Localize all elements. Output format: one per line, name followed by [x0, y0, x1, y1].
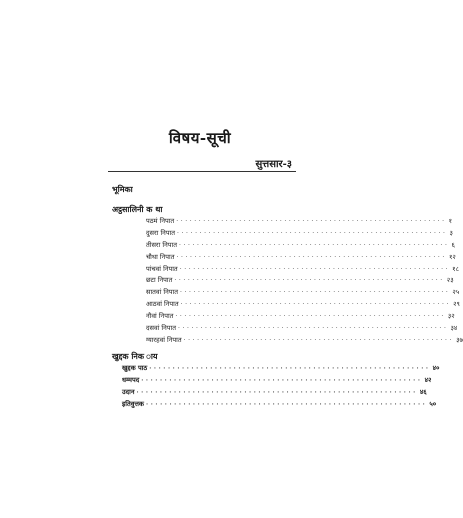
- toc-entry-title: दुसरा निपात: [146, 228, 176, 237]
- toc-entry: [146, 275, 454, 287]
- title-divider: [108, 171, 296, 172]
- toc-leader-dots: ····························································: [174, 277, 445, 285]
- toc-entry-title: पांचवां निपात: [146, 264, 178, 273]
- toc-entry: [146, 287, 460, 299]
- toc-entry: [146, 216, 453, 228]
- toc-entry: [122, 399, 437, 411]
- toc-leader-dots: ····························································: [175, 313, 446, 321]
- section-heading-bhumika: भूमिका: [112, 184, 133, 194]
- toc-leader-dots: ····························································: [180, 301, 452, 309]
- toc-entry-page: ४०: [432, 364, 440, 372]
- toc-leader-dots: ····························································: [146, 400, 428, 408]
- toc-entry-page: १८: [452, 264, 459, 273]
- toc-entry: [122, 363, 440, 375]
- toc-entry-title: इतिवुत्तक: [122, 399, 144, 408]
- toc-entry-page: ६: [451, 240, 455, 249]
- toc-entry-page: १२: [448, 252, 456, 261]
- toc-entry-page: ४२: [424, 375, 432, 384]
- toc-entry: [146, 240, 455, 252]
- toc-leader-dots: ····························································: [176, 253, 447, 261]
- toc-entry-page: ५०: [429, 399, 437, 408]
- toc-entry-page: १: [448, 217, 453, 225]
- toc-entry-title: धम्मपद: [122, 375, 140, 384]
- toc-entry-title: आठवां निपात: [146, 300, 179, 309]
- toc-entry-page: ४६: [419, 387, 427, 396]
- toc-leader-dots: ····························································: [179, 289, 451, 297]
- toc-leader-dots: ····························································: [179, 265, 451, 273]
- toc-entry: [146, 264, 459, 276]
- page-title: विषय-सूची: [168, 129, 232, 147]
- toc-leader-dots: ····························································: [177, 229, 448, 237]
- toc-entry: [146, 323, 458, 335]
- toc-leader-dots: ····························································: [183, 336, 455, 344]
- toc-entry-title: सातवां निपात: [146, 288, 178, 297]
- toc-leader-dots: ····························································: [176, 218, 447, 225]
- toc-entry: [146, 228, 453, 240]
- toc-entry-page: २९: [453, 300, 460, 309]
- section-heading-3: खुद्दक निक ाय: [112, 351, 158, 361]
- toc-leader-dots: ····························································: [179, 241, 450, 249]
- toc-entry-title: चौथा निपात: [146, 252, 175, 261]
- toc-entry-page: ३७: [456, 335, 463, 344]
- toc-entry: [146, 252, 456, 264]
- toc-entry-title: छटा निपात: [146, 276, 173, 285]
- toc-leader-dots: ····························································: [141, 376, 423, 384]
- toc-entry-page: ३: [449, 228, 453, 237]
- toc-leader-dots: ····························································: [178, 325, 449, 333]
- section-heading-2: अट्ठसालिनी क था: [112, 204, 163, 214]
- page-subtitle: सुत्तसार-३: [255, 159, 292, 170]
- toc-list-section-2: [146, 216, 463, 347]
- toc-entry-title: दसवां निपात: [146, 324, 177, 333]
- toc-entry: [146, 299, 460, 311]
- toc-entry: [146, 335, 463, 347]
- toc-entry-page: २५: [452, 288, 460, 297]
- toc-entry-page: २३: [446, 276, 454, 285]
- toc-entry-page: ३४: [450, 324, 458, 333]
- toc-leader-dots: ····························································: [149, 365, 431, 372]
- toc-list-section-3: [122, 363, 440, 411]
- toc-entry: [122, 387, 427, 399]
- toc-entry: [122, 375, 432, 387]
- toc-entry-title: नौवां निपात: [146, 312, 174, 321]
- toc-entry-title: ग्यारहवां निपात: [146, 335, 182, 344]
- toc-leader-dots: ····························································: [136, 388, 418, 396]
- toc-entry-title: तीसरा निपात: [146, 240, 178, 249]
- toc-entry-title: खुद्दक पाठ: [122, 364, 148, 372]
- toc-entry-title: पठमं निपात: [146, 217, 175, 225]
- toc-entry-title: उदान: [122, 387, 135, 396]
- toc-entry: [146, 311, 455, 323]
- toc-entry-page: ३२: [447, 312, 455, 321]
